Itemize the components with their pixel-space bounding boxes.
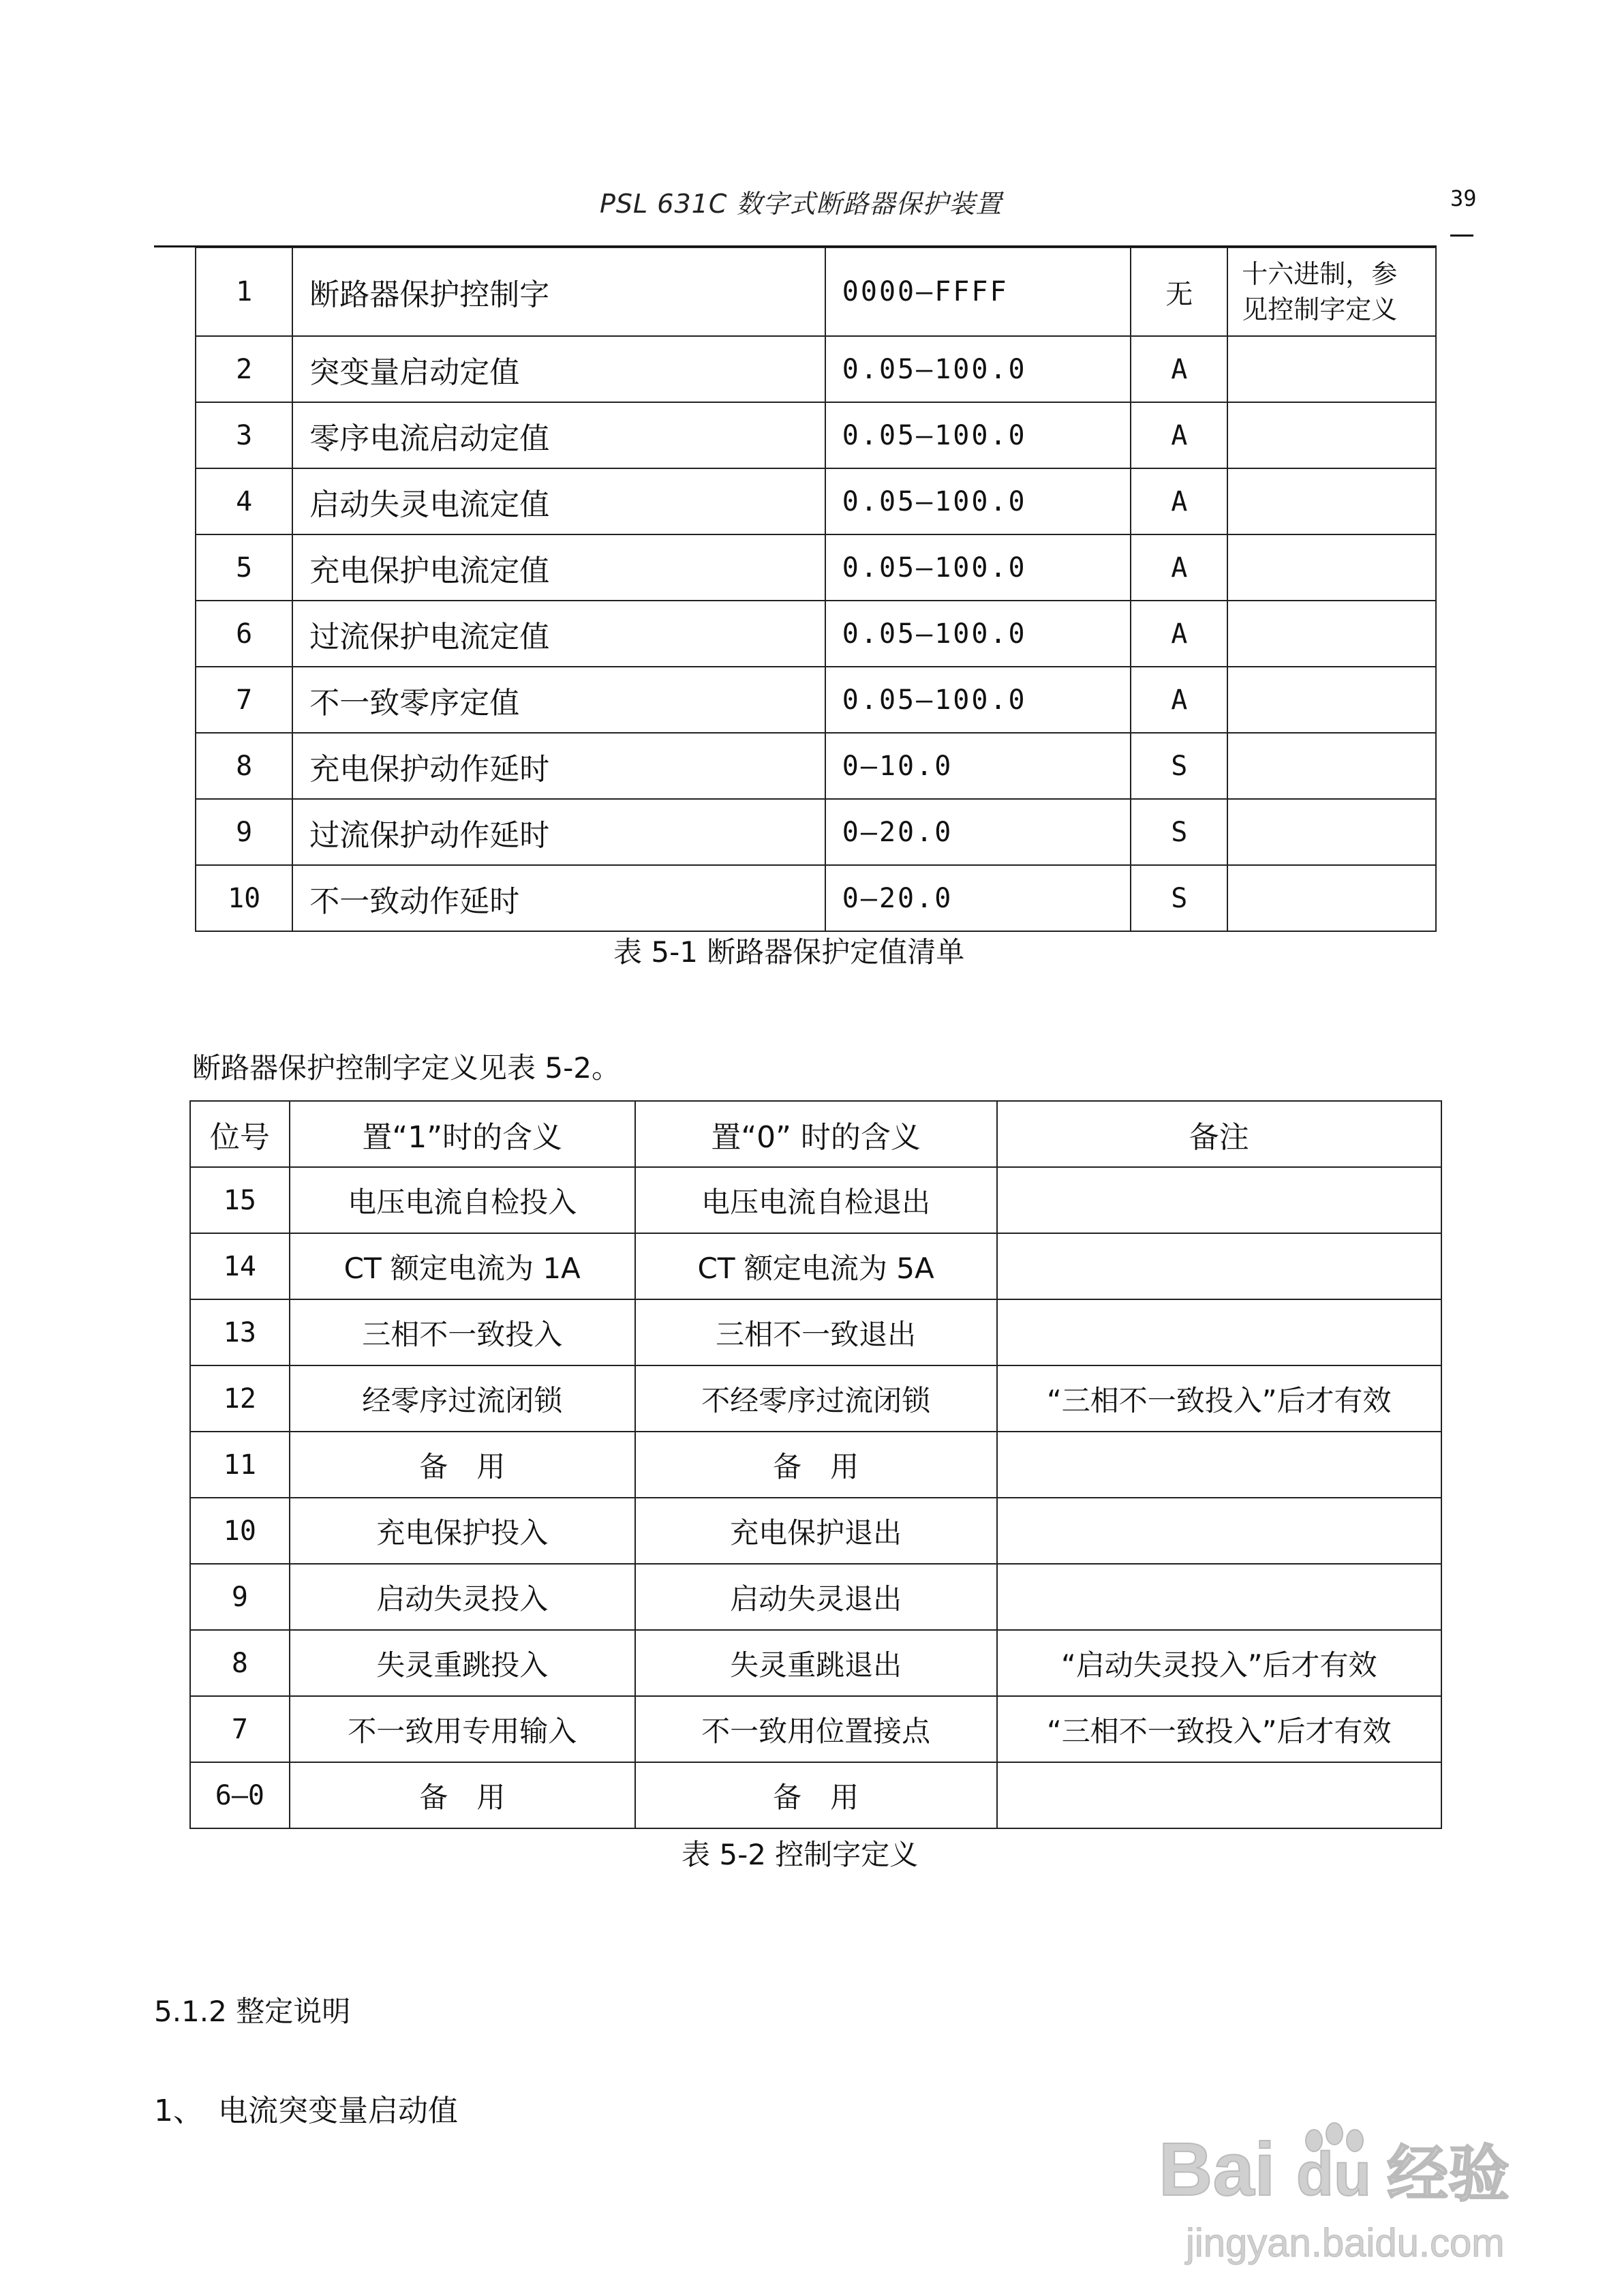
setting-unit: S — [1131, 733, 1227, 799]
table-row — [196, 534, 1436, 601]
row-number: 3 — [196, 402, 292, 468]
setting-note — [1227, 336, 1436, 402]
set0-meaning: 三相不一致退出 — [635, 1299, 997, 1365]
setting-note — [1227, 247, 1436, 336]
setting-note — [1227, 865, 1436, 931]
note-line: 十六进制，参 — [1242, 259, 1398, 289]
set0-meaning: 充电保护退出 — [635, 1498, 997, 1564]
setting-name: 不一致零序定值 — [292, 667, 825, 733]
setting-note — [1227, 667, 1436, 733]
watermark-brand: Bai — [1159, 2128, 1276, 2211]
setting-name: 不一致动作延时 — [292, 865, 825, 931]
table-row — [196, 336, 1436, 402]
table-row — [190, 1630, 1441, 1696]
setting-note — [1227, 601, 1436, 667]
bit-number: 14 — [190, 1233, 290, 1299]
settings-table — [195, 247, 1437, 932]
row-number: 7 — [196, 667, 292, 733]
table-header-row — [190, 1101, 1441, 1167]
row-number: 9 — [196, 799, 292, 865]
setting-unit: A — [1131, 534, 1227, 601]
table-row — [196, 733, 1436, 799]
header-set1: 置“1”时的含义 — [290, 1101, 635, 1167]
bit-note — [997, 1564, 1441, 1630]
bit-number: 13 — [190, 1299, 290, 1365]
set1-meaning: 电压电流自检投入 — [290, 1167, 635, 1233]
setting-range: 0.05—100.0 — [825, 667, 1131, 733]
table-row — [196, 601, 1436, 667]
setting-note — [1227, 468, 1436, 534]
set0-meaning: 不一致用位置接点 — [635, 1696, 997, 1762]
set0-meaning: 启动失灵退出 — [635, 1564, 997, 1630]
setting-note — [1227, 402, 1436, 468]
page-header-title: PSL 631C 数字式断路器保护装置 — [600, 189, 1003, 219]
note-line: 见控制字定义 — [1242, 294, 1398, 324]
setting-name: 启动失灵电流定值 — [292, 468, 825, 534]
setting-note — [1227, 534, 1436, 601]
set0-meaning: 失灵重跳退出 — [635, 1630, 997, 1696]
watermark-brand-cn: 经验 — [1387, 2139, 1510, 2210]
header-set0: 置“0” 时的含义 — [635, 1101, 997, 1167]
setting-name: 过流保护动作延时 — [292, 799, 825, 865]
bit-number: 9 — [190, 1564, 290, 1630]
table-row — [190, 1696, 1441, 1762]
setting-unit: A — [1131, 402, 1227, 468]
set1-meaning: 不一致用专用输入 — [290, 1696, 635, 1762]
setting-range: 0—20.0 — [825, 799, 1131, 865]
setting-name: 充电保护电流定值 — [292, 534, 825, 601]
table2-caption: 表 5-2 控制字定义 — [682, 1838, 919, 1871]
bit-note — [997, 1762, 1441, 1828]
page-number: 39 — [1450, 185, 1477, 211]
table-row — [190, 1498, 1441, 1564]
bit-number: 12 — [190, 1365, 290, 1432]
set0-meaning: 电压电流自检退出 — [635, 1167, 997, 1233]
setting-range: 0.05—100.0 — [825, 468, 1131, 534]
setting-range: 0—10.0 — [825, 733, 1131, 799]
table-row — [196, 799, 1436, 865]
table-row — [196, 865, 1436, 931]
control-word-table — [189, 1100, 1442, 1829]
header-tick — [1450, 235, 1473, 237]
table-row — [190, 1762, 1441, 1828]
bit-number: 10 — [190, 1498, 290, 1564]
bit-number: 11 — [190, 1432, 290, 1498]
setting-name: 零序电流启动定值 — [292, 402, 825, 468]
table-row — [196, 667, 1436, 733]
bit-number: 7 — [190, 1696, 290, 1762]
set1-meaning: 三相不一致投入 — [290, 1299, 635, 1365]
bit-note — [997, 1167, 1441, 1233]
bit-note — [997, 1233, 1441, 1299]
bit-note — [997, 1432, 1441, 1498]
header-note: 备注 — [997, 1101, 1441, 1167]
bit-number: 15 — [190, 1167, 290, 1233]
set0-meaning: 不经零序过流闭锁 — [635, 1365, 997, 1432]
setting-unit: A — [1131, 667, 1227, 733]
setting-range: 0.05—100.0 — [825, 336, 1131, 402]
setting-unit: A — [1131, 336, 1227, 402]
setting-name: 断路器保护控制字 — [292, 247, 825, 336]
setting-note — [1227, 799, 1436, 865]
table-row — [190, 1299, 1441, 1365]
bit-note — [997, 1498, 1441, 1564]
header-bit: 位号 — [190, 1101, 290, 1167]
setting-range: 0000—FFFF — [825, 247, 1131, 336]
bit-note: “三相不一致投入”后才有效 — [997, 1696, 1441, 1762]
table-row — [190, 1564, 1441, 1630]
table1-caption: 表 5-1 断路器保护定值清单 — [613, 935, 965, 969]
setting-name: 过流保护电流定值 — [292, 601, 825, 667]
setting-unit: A — [1131, 601, 1227, 667]
set1-meaning: 经零序过流闭锁 — [290, 1365, 635, 1432]
set1-meaning: 备 用 — [290, 1432, 635, 1498]
watermark-url: jingyan.baidu.com — [1186, 2221, 1505, 2265]
setting-unit: S — [1131, 865, 1227, 931]
set1-meaning: 启动失灵投入 — [290, 1564, 635, 1630]
table-row — [196, 247, 1436, 336]
bit-note — [997, 1299, 1441, 1365]
setting-unit: 无 — [1131, 247, 1227, 336]
set0-meaning: 备 用 — [635, 1762, 997, 1828]
row-number: 10 — [196, 865, 292, 931]
table-row — [190, 1167, 1441, 1233]
row-number: 8 — [196, 733, 292, 799]
setting-range: 0.05—100.0 — [825, 402, 1131, 468]
baidu-jingyan-watermark — [1152, 2100, 1533, 2277]
setting-name: 充电保护动作延时 — [292, 733, 825, 799]
bit-note: “三相不一致投入”后才有效 — [997, 1365, 1441, 1432]
table-row — [196, 402, 1436, 468]
setting-name: 突变量启动定值 — [292, 336, 825, 402]
setting-range: 0—20.0 — [825, 865, 1131, 931]
bit-number: 6—0 — [190, 1762, 290, 1828]
row-number: 2 — [196, 336, 292, 402]
set0-meaning: 备 用 — [635, 1432, 997, 1498]
intro-paragraph: 断路器保护控制字定义见表 5-2。 — [192, 1051, 620, 1085]
table-row — [190, 1432, 1441, 1498]
set1-meaning: 失灵重跳投入 — [290, 1630, 635, 1696]
set0-meaning: CT 额定电流为 5A — [635, 1233, 997, 1299]
table-row — [196, 468, 1436, 534]
table-row — [190, 1365, 1441, 1432]
table-row — [190, 1233, 1441, 1299]
setting-note — [1227, 733, 1436, 799]
setting-range: 0.05—100.0 — [825, 534, 1131, 601]
setting-unit: A — [1131, 468, 1227, 534]
watermark-brand-du: du — [1296, 2141, 1371, 2209]
set1-meaning: 充电保护投入 — [290, 1498, 635, 1564]
row-number: 4 — [196, 468, 292, 534]
list-item: 1、 电流突变量启动值 — [154, 2094, 458, 2128]
bit-note: “启动失灵投入”后才有效 — [997, 1630, 1441, 1696]
row-number: 5 — [196, 534, 292, 601]
setting-unit: S — [1131, 799, 1227, 865]
row-number: 6 — [196, 601, 292, 667]
set1-meaning: CT 额定电流为 1A — [290, 1233, 635, 1299]
bit-number: 8 — [190, 1630, 290, 1696]
section-heading: 5.1.2 整定说明 — [154, 1995, 351, 2028]
row-number: 1 — [196, 247, 292, 336]
set1-meaning: 备 用 — [290, 1762, 635, 1828]
setting-range: 0.05—100.0 — [825, 601, 1131, 667]
